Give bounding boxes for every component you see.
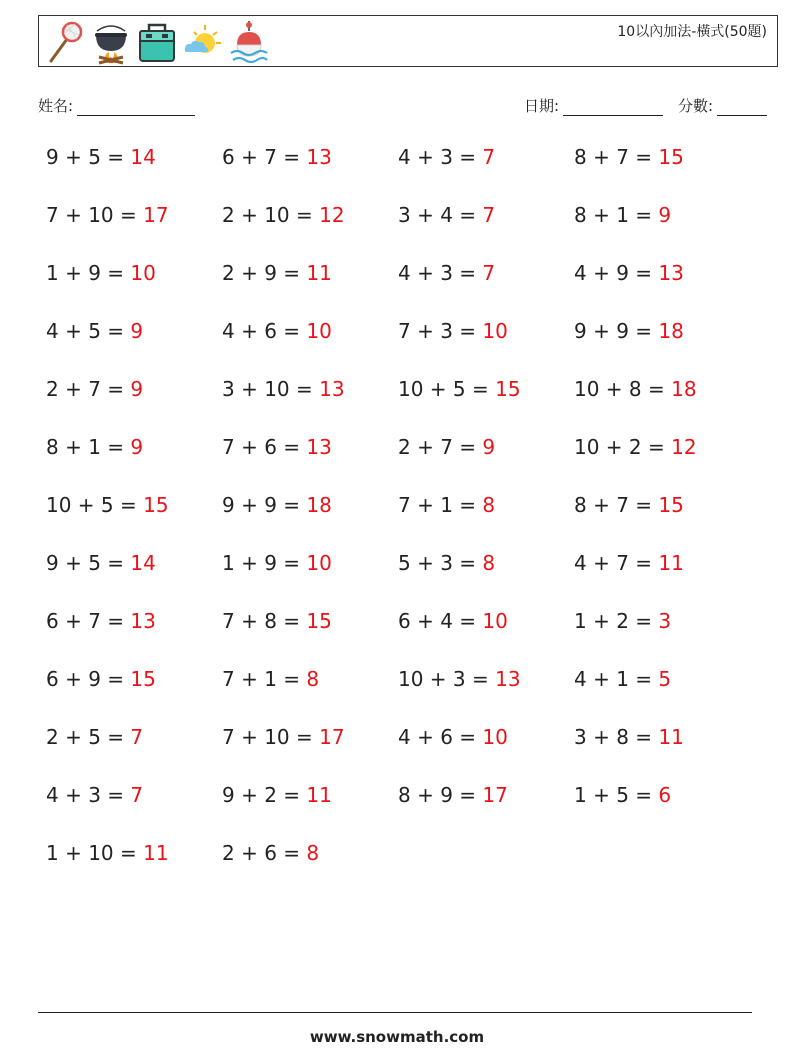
problem-item [574,319,684,343]
problem-item [222,783,332,807]
problem-question: 7 + 1 = [398,493,483,517]
problem-answer: 18 [671,377,697,401]
problem-item [574,261,684,285]
problem-question: 9 + 5 = [46,145,131,169]
problem-answer: 13 [306,145,332,169]
problem-question: 1 + 10 = [46,841,144,865]
problem-answer: 10 [306,551,332,575]
problem-item [398,493,495,517]
problem-item [398,261,495,285]
cooler-box-icon [137,19,177,65]
footer-url[interactable]: www.snowmath.com [309,1028,485,1046]
problem-item [574,551,684,575]
problem-answer: 8 [306,667,320,691]
problem-answer: 7 [482,145,496,169]
problem-question: 10 + 2 = [574,435,672,459]
name-label: 姓名: [38,97,74,115]
problem-question: 9 + 2 = [222,783,307,807]
date-label: 日期: [524,97,560,115]
problem-question: 7 + 10 = [222,725,320,749]
problem-question: 2 + 7 = [398,435,483,459]
sun-cloud-icon [183,19,223,65]
problem-question: 1 + 9 = [222,551,307,575]
problem-question: 7 + 1 = [222,667,307,691]
problem-question: 4 + 1 = [574,667,659,691]
problem-question: 1 + 5 = [574,783,659,807]
problem-item [46,261,156,285]
problem-item [46,783,143,807]
problem-answer: 13 [319,377,345,401]
problem-item [46,725,143,749]
worksheet-header [38,15,778,67]
problem-answer: 5 [658,667,672,691]
problem-answer: 9 [130,319,144,343]
problem-answer: 9 [130,435,144,459]
problem-answer: 8 [306,841,320,865]
problem-question: 4 + 9 = [574,261,659,285]
problem-item [222,609,332,633]
name-field[interactable] [38,95,195,116]
problem-answer: 7 [482,261,496,285]
problem-question: 6 + 9 = [46,667,131,691]
problem-question: 10 + 8 = [574,377,672,401]
problem-question: 3 + 10 = [222,377,320,401]
problem-question: 2 + 5 = [46,725,131,749]
problem-question: 4 + 3 = [398,145,483,169]
problem-question: 2 + 10 = [222,203,320,227]
problem-answer: 9 [658,203,672,227]
problem-answer: 6 [658,783,672,807]
date-blank[interactable] [563,99,663,116]
problem-answer: 13 [130,609,156,633]
problem-item [46,319,143,343]
problem-item [398,725,508,749]
problem-item [222,203,345,227]
name-blank[interactable] [77,99,195,116]
problem-item [46,841,169,865]
problem-item [46,435,143,459]
problem-question: 10 + 5 = [46,493,144,517]
problem-answer: 10 [482,319,508,343]
problem-item [398,377,521,401]
problem-answer: 17 [482,783,508,807]
problem-question: 8 + 9 = [398,783,483,807]
problem-question: 8 + 1 = [46,435,131,459]
problem-answer: 18 [658,319,684,343]
problem-item [46,145,156,169]
problem-question: 9 + 9 = [222,493,307,517]
problem-answer: 14 [130,145,156,169]
footer-divider [38,1012,752,1013]
problem-answer: 11 [306,261,332,285]
problem-answer: 15 [143,493,169,517]
problem-answer: 7 [130,725,144,749]
problem-answer: 13 [306,435,332,459]
problem-item [398,551,495,575]
problem-question: 2 + 9 = [222,261,307,285]
problem-item [222,551,332,575]
problem-answer: 11 [306,783,332,807]
student-info-fields [38,95,772,117]
problem-item [46,609,156,633]
problem-question: 3 + 8 = [574,725,659,749]
problem-answer: 13 [495,667,521,691]
problem-item [398,203,495,227]
problem-item [222,667,319,691]
problem-question: 4 + 5 = [46,319,131,343]
problem-question: 7 + 6 = [222,435,307,459]
problem-answer: 3 [658,609,672,633]
problem-question: 4 + 7 = [574,551,659,575]
problem-question: 8 + 1 = [574,203,659,227]
problem-answer: 9 [130,377,144,401]
problem-answer: 8 [482,551,496,575]
problem-item [222,145,332,169]
problem-question: 10 + 5 = [398,377,496,401]
problem-answer: 11 [658,551,684,575]
problem-question: 3 + 4 = [398,203,483,227]
problem-item [46,667,156,691]
problem-answer: 10 [306,319,332,343]
problem-answer: 10 [482,609,508,633]
problem-answer: 15 [495,377,521,401]
problem-item [574,493,684,517]
problem-question: 7 + 8 = [222,609,307,633]
problem-answer: 15 [306,609,332,633]
problem-item [46,493,169,517]
problem-question: 4 + 6 = [398,725,483,749]
problem-question: 8 + 7 = [574,493,659,517]
problem-item [222,319,332,343]
problem-item [398,145,495,169]
problem-item [574,609,671,633]
worksheet-title: 10以內加法-橫式(50題) [617,24,767,40]
problem-item [574,725,684,749]
problem-question: 2 + 7 = [46,377,131,401]
problem-item [574,783,671,807]
problem-answer: 15 [658,145,684,169]
problem-question: 10 + 3 = [398,667,496,691]
problem-question: 4 + 6 = [222,319,307,343]
problem-item [222,435,332,459]
problem-item [398,319,508,343]
problem-answer: 15 [658,493,684,517]
problem-answer: 10 [130,261,156,285]
problem-question: 6 + 4 = [398,609,483,633]
problem-question: 4 + 3 = [46,783,131,807]
problem-item [574,203,671,227]
problem-answer: 14 [130,551,156,575]
problem-item [222,493,332,517]
score-field[interactable] [678,95,767,116]
problem-answer: 7 [482,203,496,227]
problem-item [46,551,156,575]
campfire-pot-icon [91,19,131,65]
problem-item [46,377,143,401]
problem-question: 7 + 10 = [46,203,144,227]
problem-answer: 11 [658,725,684,749]
problem-answer: 17 [319,725,345,749]
fishing-float-icon [229,19,269,65]
problem-question: 5 + 3 = [398,551,483,575]
problem-item [46,203,169,227]
date-field[interactable] [524,95,663,116]
problem-question: 6 + 7 = [46,609,131,633]
problem-item [222,261,332,285]
problem-answer: 18 [306,493,332,517]
problem-question: 9 + 9 = [574,319,659,343]
problem-item [222,841,319,865]
problem-answer: 15 [130,667,156,691]
score-blank[interactable] [717,99,767,116]
problem-question: 1 + 2 = [574,609,659,633]
problem-item [574,435,697,459]
problem-item [398,667,521,691]
problem-question: 8 + 7 = [574,145,659,169]
problem-answer: 11 [143,841,169,865]
problem-item [222,377,345,401]
problem-question: 2 + 6 = [222,841,307,865]
butterfly-net-icon [45,19,85,65]
problem-question: 7 + 3 = [398,319,483,343]
problem-answer: 10 [482,725,508,749]
problem-item [574,145,684,169]
problem-question: 4 + 3 = [398,261,483,285]
problem-answer: 17 [143,203,169,227]
score-label: 分數: [678,97,714,115]
problem-item [398,609,508,633]
problem-answer: 7 [130,783,144,807]
problem-answer: 13 [658,261,684,285]
problem-answer: 12 [319,203,345,227]
problem-answer: 8 [482,493,496,517]
problem-question: 1 + 9 = [46,261,131,285]
header-icons [45,19,269,65]
problem-question: 6 + 7 = [222,145,307,169]
problem-item [398,783,508,807]
problem-item [398,435,495,459]
problem-answer: 9 [482,435,496,459]
problem-answer: 12 [671,435,697,459]
problem-item [222,725,345,749]
problem-item [574,377,697,401]
problem-question: 9 + 5 = [46,551,131,575]
problem-item [574,667,671,691]
